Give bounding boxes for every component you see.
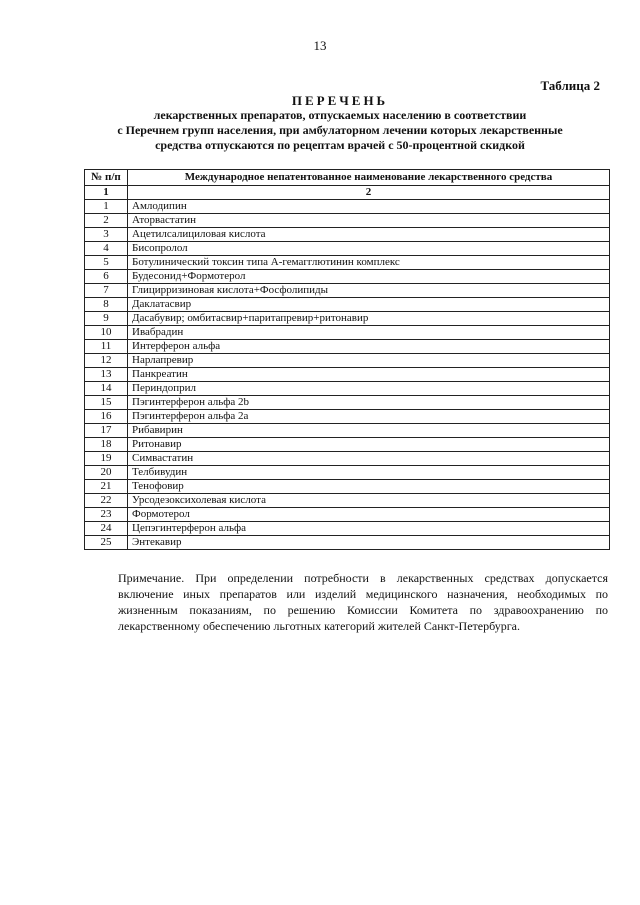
table-row xyxy=(85,522,610,536)
drug-name: Бисопролол xyxy=(128,242,610,256)
row-number: 3 xyxy=(85,228,128,242)
table-body xyxy=(85,200,610,550)
table-row xyxy=(85,480,610,494)
row-number: 18 xyxy=(85,438,128,452)
row-number: 19 xyxy=(85,452,128,466)
table-row xyxy=(85,214,610,228)
drug-name: Рибавирин xyxy=(128,424,610,438)
row-number: 12 xyxy=(85,354,128,368)
drug-name: Симвастатин xyxy=(128,452,610,466)
table-row xyxy=(85,354,610,368)
row-number: 7 xyxy=(85,284,128,298)
table-row xyxy=(85,494,610,508)
drug-name: Формотерол xyxy=(128,508,610,522)
row-number: 15 xyxy=(85,396,128,410)
drug-name: Интерферон альфа xyxy=(128,340,610,354)
row-number: 22 xyxy=(85,494,128,508)
drug-list-table xyxy=(84,169,610,550)
column-number: 1 xyxy=(85,186,128,200)
row-number: 21 xyxy=(85,480,128,494)
column-number: 2 xyxy=(128,186,610,200)
drug-name: Аторвастатин xyxy=(128,214,610,228)
table-row xyxy=(85,312,610,326)
table-row xyxy=(85,424,610,438)
column-number-row xyxy=(85,186,610,200)
drug-name: Даклатасвир xyxy=(128,298,610,312)
drug-name: Будесонид+Формотерол xyxy=(128,270,610,284)
table-row xyxy=(85,242,610,256)
table-label: Таблица 2 xyxy=(540,78,600,93)
table-row xyxy=(85,270,610,284)
drug-name: Тенофовир xyxy=(128,480,610,494)
subtitle-line: лекарственных препаратов, отпускаемых населению в соответствии xyxy=(153,108,527,122)
row-number: 1 xyxy=(85,200,128,214)
drug-name: Пэгинтерферон альфа 2a xyxy=(128,410,610,424)
row-number: 25 xyxy=(85,536,128,550)
table-row xyxy=(85,368,610,382)
row-number: 11 xyxy=(85,340,128,354)
drug-name: Цепэгинтерферон альфа xyxy=(128,522,610,536)
row-number: 24 xyxy=(85,522,128,536)
drug-name: Периндоприл xyxy=(128,382,610,396)
row-number: 8 xyxy=(85,298,128,312)
table-row xyxy=(85,438,610,452)
drug-name: Амлодипин xyxy=(128,200,610,214)
drug-name: Пэгинтерферон альфа 2b xyxy=(128,396,610,410)
drug-name: Телбивудин xyxy=(128,466,610,480)
row-number: 14 xyxy=(85,382,128,396)
table-row xyxy=(85,396,610,410)
document-heading: ПЕРЕЧЕНЬ xyxy=(291,93,389,108)
drug-name: Дасабувир; омбитасвир+паритапревир+ритонавир xyxy=(128,312,610,326)
table-row xyxy=(85,326,610,340)
table-row xyxy=(85,508,610,522)
table-row xyxy=(85,382,610,396)
table-row xyxy=(85,228,610,242)
drug-name: Ритонавир xyxy=(128,438,610,452)
header-number: № п/п xyxy=(85,170,128,186)
table-row xyxy=(85,340,610,354)
drug-name: Панкреатин xyxy=(128,368,610,382)
drug-name: Урсодезоксихолевая кислота xyxy=(128,494,610,508)
row-number: 2 xyxy=(85,214,128,228)
drug-name: Нарлапревир xyxy=(128,354,610,368)
drug-name: Энтекавир xyxy=(128,536,610,550)
page-number: 13 xyxy=(313,38,327,53)
drug-name: Ивабрадин xyxy=(128,326,610,340)
row-number: 9 xyxy=(85,312,128,326)
subtitle-line: с Перечнем групп населения, при амбулаторном лечении которых лекарственные xyxy=(117,123,563,137)
row-number: 13 xyxy=(85,368,128,382)
header-drug-name: Международное непатентованное наименование лекарственного средства xyxy=(128,170,610,186)
row-number: 10 xyxy=(85,326,128,340)
row-number: 4 xyxy=(85,242,128,256)
table-row xyxy=(85,256,610,270)
table-row xyxy=(85,410,610,424)
table-row xyxy=(85,298,610,312)
note-paragraph: Примечание. При определении потребности в лекарственных средствах допускается включение иных препаратов или изделий медицинского назначения, необходимых по жизненным показаниям, по решению Комиссии Комитета по здравоохранению по лекарственному обеспечению льготных категорий жителей Санкт-Петербурга. xyxy=(118,571,608,633)
row-number: 6 xyxy=(85,270,128,284)
document-subtitle xyxy=(70,108,610,153)
drug-name: Ботулинический токсин типа А-гемагглютинин комплекс xyxy=(128,256,610,270)
table-row xyxy=(85,284,610,298)
drug-name: Глицирризиновая кислота+Фосфолипиды xyxy=(128,284,610,298)
table-row xyxy=(85,536,610,550)
row-number: 23 xyxy=(85,508,128,522)
row-number: 16 xyxy=(85,410,128,424)
table-row xyxy=(85,452,610,466)
row-number: 17 xyxy=(85,424,128,438)
table-row xyxy=(85,466,610,480)
subtitle-line: средства отпускаются по рецептам врачей с 50-процентной скидкой xyxy=(155,138,525,152)
row-number: 5 xyxy=(85,256,128,270)
drug-name: Ацетилсалициловая кислота xyxy=(128,228,610,242)
row-number: 20 xyxy=(85,466,128,480)
table-header-row xyxy=(85,170,610,186)
table-row xyxy=(85,200,610,214)
